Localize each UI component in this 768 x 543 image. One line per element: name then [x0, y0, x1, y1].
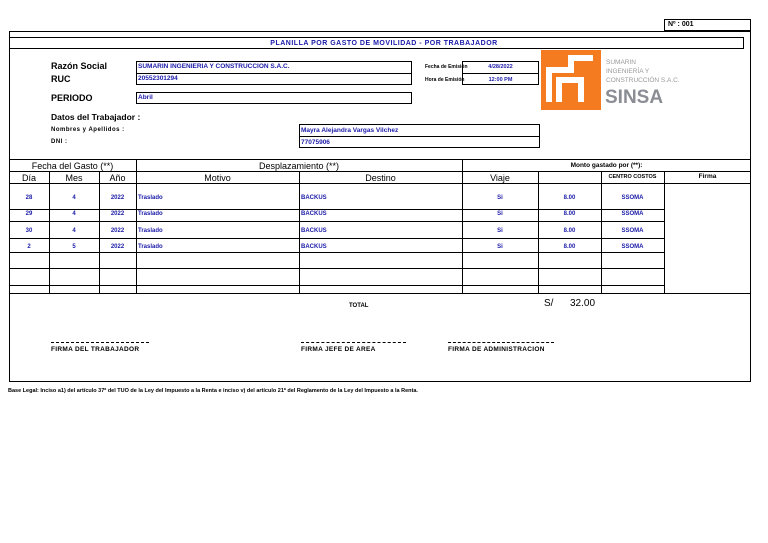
periodo-field [136, 92, 412, 104]
cell-dia: 29 [25, 211, 33, 217]
worker-divider [299, 136, 540, 137]
cell-centro: SSOMA [621, 195, 644, 201]
table-bottom [9, 293, 751, 294]
logo-mark-icon [541, 50, 601, 110]
group-desplazamiento: Desplazamiento (**) [258, 161, 340, 171]
cell-anio: 2022 [110, 211, 125, 217]
periodo-value: Abril [138, 94, 153, 101]
document-number: Nº : 001 [668, 21, 694, 28]
total-currency: S/ [544, 298, 554, 309]
nombres-label: Nombres y Apellidos : [51, 127, 125, 133]
cell-monto: 8.00 [563, 244, 576, 250]
cell-viaje: Si [497, 228, 503, 234]
row-line [9, 221, 665, 222]
cell-monto: 8.00 [563, 211, 576, 217]
signature-line-jefe [301, 342, 406, 343]
col-firma: Firma [698, 173, 717, 180]
cell-destino: BACKUS [301, 211, 327, 217]
dni-label: DNI : [51, 139, 68, 145]
frame-bottom [9, 381, 751, 382]
datos-trabajador-label: Datos del Trabajador : [51, 112, 141, 122]
cell-viaje: Si [497, 244, 503, 250]
signature-line-trabajador [51, 342, 149, 343]
cell-viaje: Si [497, 195, 503, 201]
group-divider [9, 171, 751, 172]
logo-line-3: CONSTRUCCIÓN S.A.C. [606, 77, 680, 84]
header-divider [9, 183, 751, 184]
cell-destino: BACKUS [301, 228, 327, 234]
company-logo [541, 50, 601, 110]
cell-anio: 2022 [110, 228, 125, 234]
fecha-emision-value: 4/28/2022 [488, 64, 513, 70]
row-line [9, 252, 665, 253]
cell-motivo: Traslado [138, 244, 163, 250]
col-mes: Mes [65, 173, 83, 183]
cell-centro: SSOMA [621, 244, 644, 250]
periodo-label: PERIODO [51, 93, 93, 103]
col-anio: Año [109, 173, 126, 183]
row-line [9, 268, 665, 269]
cell-motivo: Traslado [138, 228, 163, 234]
cell-anio: 2022 [110, 195, 125, 201]
table-top [9, 159, 751, 160]
cell-viaje: Si [497, 211, 503, 217]
row-line [9, 285, 665, 286]
row-line [9, 238, 665, 239]
frame-top [9, 31, 751, 32]
col-viaje: Viaje [490, 173, 510, 183]
firma-jefe-label: FIRMA JEFE DE AREA [301, 346, 376, 353]
ruc-value: 20552301294 [138, 75, 178, 82]
total-value: 32.00 [570, 298, 596, 309]
cell-mes: 4 [72, 228, 76, 234]
col-dia: Día [21, 173, 36, 183]
cell-mes: 4 [72, 195, 76, 201]
logo-line-2: INGENIERÍA Y [606, 68, 650, 75]
cell-centro: SSOMA [621, 228, 644, 234]
col-destino: Destino [365, 173, 396, 183]
cell-destino: BACKUS [301, 195, 327, 201]
cell-mes: 5 [72, 244, 76, 250]
razon-social-value: SUMARIN INGENIERIA Y CONSTRUCCION S.A.C. [138, 63, 290, 70]
ruc-label: RUC [51, 74, 71, 84]
base-legal: Base Legal: Inciso a1) del artículo 37º del TUO de la Ley del Impuesto a la Renta e inciso v) del artículo 21º del Reglamento de la Ley del Impuesto a la Renta. [8, 388, 418, 394]
col-line [664, 171, 665, 293]
cell-motivo: Traslado [138, 211, 163, 217]
cell-monto: 8.00 [563, 195, 576, 201]
logo-brand: SINSA [605, 87, 664, 108]
group-monto: Monto gastado por (**): [570, 162, 643, 169]
worker-dni: 77075906 [301, 139, 330, 146]
cell-dia: 28 [25, 195, 33, 201]
cell-motivo: Traslado [138, 195, 163, 201]
total-label: TOTAL [349, 303, 369, 309]
cell-anio: 2022 [110, 244, 125, 250]
cell-dia: 30 [25, 228, 33, 234]
fecha-emision-label: Fecha de Emisión [425, 64, 468, 70]
col-line [299, 171, 300, 293]
worker-name: Mayra Alejandra Vargas Vilchez [301, 127, 399, 134]
cell-centro: SSOMA [621, 211, 644, 217]
frame-right [750, 31, 751, 381]
cell-dia: 2 [27, 244, 31, 250]
row-line [9, 209, 665, 210]
fecha-divider [462, 73, 539, 74]
group-fecha: Fecha del Gasto (**) [31, 161, 114, 171]
logo-line-1: SUMARIN [606, 59, 636, 66]
razon-social-divider [136, 73, 412, 74]
signature-line-admin [448, 342, 554, 343]
firma-admin-label: FIRMA DE ADMINISTRACION [448, 346, 545, 353]
page-title: PLANILLA POR GASTO DE MOVILIDAD - POR TRABAJADOR [270, 40, 498, 47]
frame-left [9, 31, 10, 381]
col-centro-costos: CENTRO COSTOS [608, 174, 657, 180]
cell-monto: 8.00 [563, 228, 576, 234]
hora-emision-value: 12:00 PM [488, 77, 513, 83]
firma-trabajador-label: FIRMA DEL TRABAJADOR [51, 346, 140, 353]
hora-emision-label: Hora de Emisión [425, 77, 465, 83]
col-motivo: Motivo [204, 173, 231, 183]
cell-mes: 4 [72, 211, 76, 217]
cell-destino: BACKUS [301, 244, 327, 250]
razon-social-label: Razón Social [51, 61, 108, 71]
